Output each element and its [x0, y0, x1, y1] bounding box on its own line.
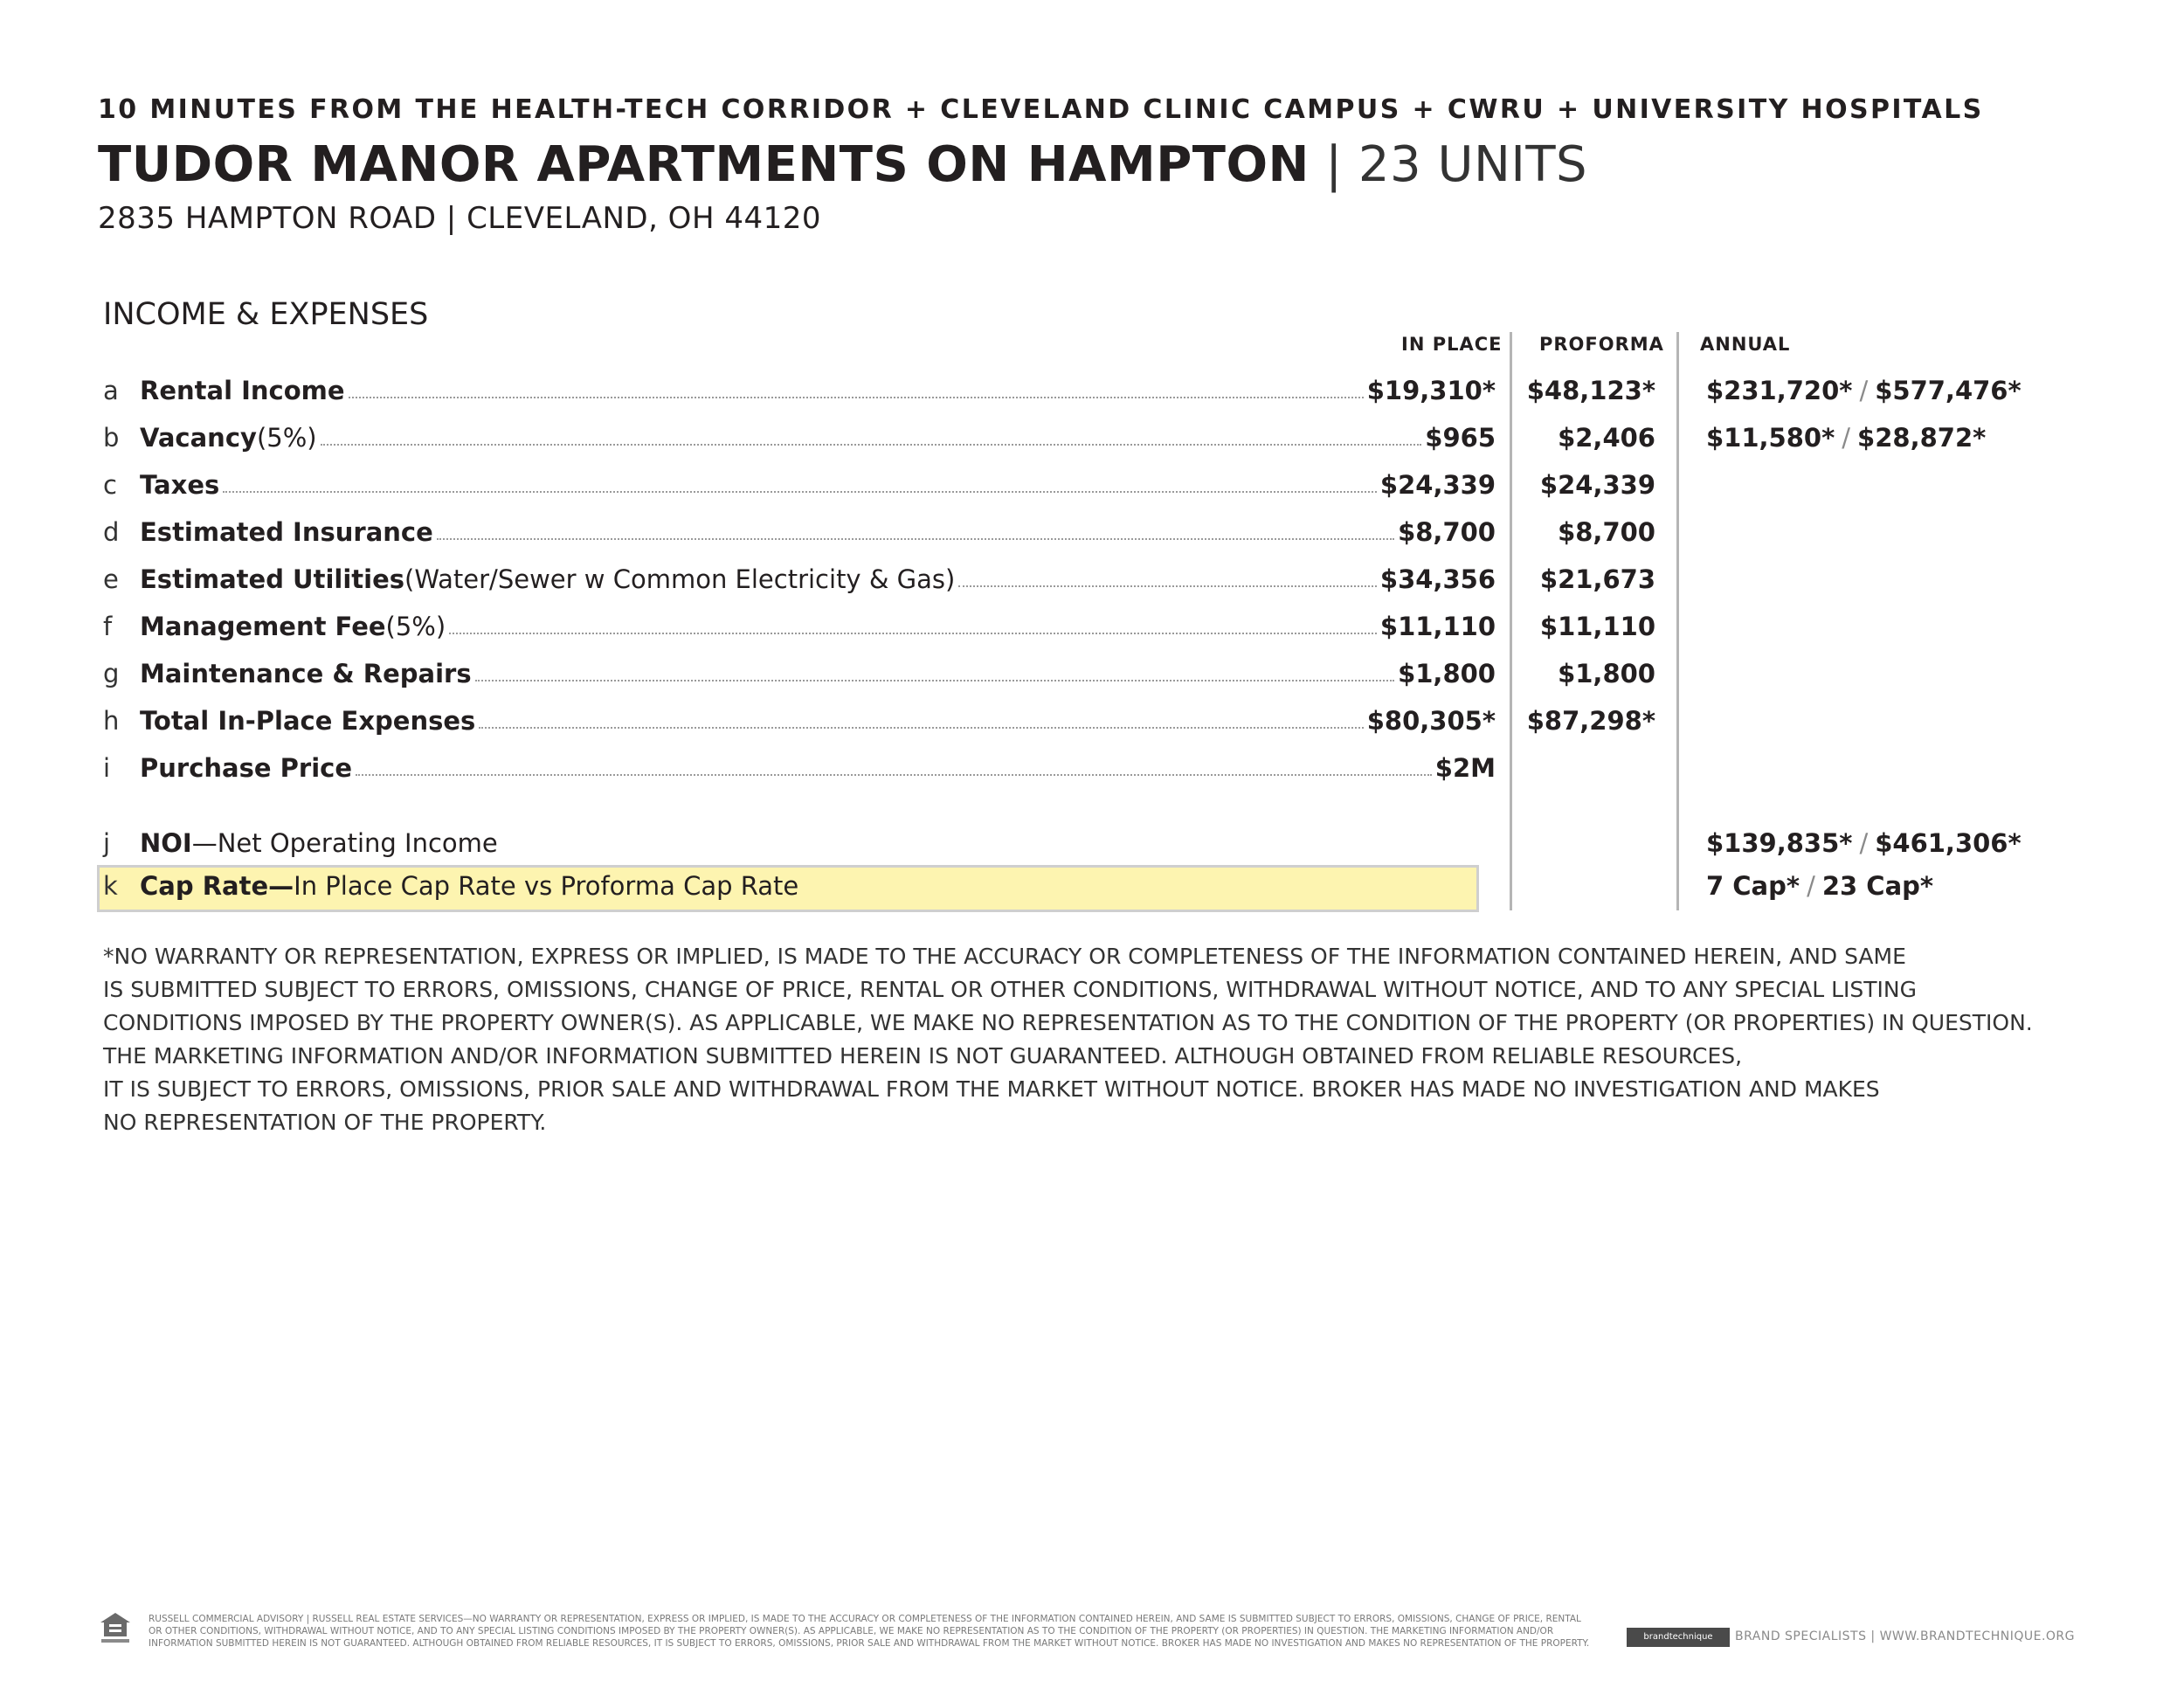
leader-dots: [356, 773, 1432, 776]
equal-housing-icon: [98, 1610, 133, 1645]
in-place-value: $24,339: [1379, 470, 1496, 500]
row-letter: k: [103, 871, 118, 901]
row-label-bold: Rental Income: [140, 376, 345, 405]
annual-proforma-value: $577,476*: [1875, 376, 2022, 405]
row-label: [140, 659, 1496, 688]
leader-dots: [479, 726, 1363, 729]
row-label: [140, 564, 1496, 594]
column-header-in-place: IN PLACE: [1401, 334, 1503, 355]
property-name: TUDOR MANOR APARTMENTS ON HAMPTON: [98, 136, 1310, 193]
proforma-value: $87,298*: [1526, 706, 1655, 736]
table-row: [98, 744, 1496, 792]
footnote-line: CONDITIONS IMPOSED BY THE PROPERTY OWNER(S). AS APPLICABLE, WE MAKE NO REPRESENTATION AS TO THE CONDITION OF THE PROPERTY (OR PROPERTIES) IN QUESTION.: [103, 1010, 2033, 1035]
row-label: [140, 612, 1496, 641]
leader-dots: [321, 443, 1422, 446]
footnote-line: THE MARKETING INFORMATION AND/OR INFORMATION SUBMITTED HEREIN IS NOT GUARANTEED. ALTHOUGH OBTAINED FROM RELIABLE RESOURCES,: [103, 1043, 1743, 1069]
row-label: [140, 753, 1496, 783]
annual-separator: /: [1859, 376, 1869, 405]
annual-value: [1706, 828, 2022, 858]
in-place-value: $34,356: [1379, 564, 1496, 594]
footer-disclaimer: RUSSELL COMMERCIAL ADVISORY | RUSSELL REAL ESTATE SERVICES—NO WARRANTY OR REPRESENTATION, EXPRESS OR IMPLIED, IS MADE TO THE ACCURACY OR COMPLETENESS OF THE INFORMATION CONTAINED HEREIN, AND SAME IS SUBMITTED SUBJECT TO ERRORS, OMISSIONS, CHANGE OF PRICE, RENTAL OR OTHER CONDITIONS, WITHDRAWAL WITHOUT NOTICE, AND TO ANY SPECIAL LISTING CONDITIONS IMPOSED BY THE PROPERTY OWNER(S). AS APPLICABLE, WE MAKE NO REPRESENTATION AS TO THE CONDITION OF THE PROPERTY (OR PROPERTIES) IN QUESTION. THE MARKETING INFORMATION AND/OR INFORMATION SUBMITTED HEREIN IS NOT GUARANTEED. ALTHOUGH OBTAINED FROM RELIABLE RESOURCES, IT IS SUBJECT TO ERRORS, OMISSIONS, PRIOR SALE AND WITHDRAWAL FROM THE MARKET WITHOUT NOTICE. BROKER HAS MADE NO INVESTIGATION AND MAKES NO REPRESENTATION OF THE PROPERTY.: [149, 1614, 1590, 1649]
row-label-bold: Estimated Insurance: [140, 517, 433, 547]
row-label-detail: —Net Operating Income: [191, 828, 498, 858]
row-label: [140, 423, 1496, 453]
column-header-proforma: PROFORMA: [1539, 334, 1664, 355]
row-letter: h: [103, 706, 120, 736]
footnote-line: NO REPRESENTATION OF THE PROPERTY.: [103, 1110, 547, 1135]
column-header-annual: ANNUAL: [1700, 334, 1791, 355]
table-row: [98, 650, 1496, 697]
annual-in-place-value: 7 Cap*: [1706, 871, 1800, 901]
row-label-detail: In Place Cap Rate vs Proforma Cap Rate: [294, 871, 799, 901]
proforma-value: $11,110: [1539, 612, 1655, 641]
in-place-value: $19,310*: [1366, 376, 1496, 405]
footnote-line: *NO WARRANTY OR REPRESENTATION, EXPRESS OR IMPLIED, IS MADE TO THE ACCURACY OR COMPLETENESS OF THE INFORMATION CONTAINED HEREIN, AND SAME: [103, 944, 1906, 969]
annual-value: [1706, 376, 2022, 405]
table-row: [98, 508, 1496, 556]
table-row: [98, 556, 1496, 603]
in-place-value: $8,700: [1398, 517, 1496, 547]
leader-dots: [449, 632, 1377, 634]
annual-separator: /: [1842, 423, 1851, 453]
row-letter: d: [103, 517, 120, 547]
brand-logo: brandtechnique: [1627, 1628, 1730, 1647]
annual-proforma-value: $28,872*: [1857, 423, 1987, 453]
in-place-value: $2M: [1434, 753, 1496, 783]
leader-dots: [437, 537, 1394, 540]
annual-in-place-value: $231,720*: [1706, 376, 1853, 405]
section-title: INCOME & EXPENSES: [103, 297, 429, 332]
row-label: [140, 470, 1496, 500]
annual-separator: /: [1859, 828, 1869, 858]
row-label-detail: (Water/Sewer w Common Electricity & Gas): [404, 564, 956, 594]
title-separator: |: [1309, 136, 1358, 193]
tagline: 10 MINUTES FROM THE HEALTH-TECH CORRIDOR + CLEVELAND CLINIC CAMPUS + CWRU + UNIVERSITY HOSPITALS: [98, 94, 1984, 125]
row-label-bold: Estimated Utilities: [140, 564, 405, 594]
annual-separator: /: [1807, 871, 1815, 901]
row-label: [140, 706, 1496, 736]
cap-rate-row: [98, 862, 1496, 910]
in-place-value: $965: [1425, 423, 1496, 453]
column-divider: [1676, 865, 1679, 910]
row-letter: a: [103, 376, 119, 405]
row-letter: j: [103, 828, 111, 858]
annual-value: [1706, 423, 1986, 453]
row-label: [140, 871, 1496, 901]
proforma-value: $24,339: [1539, 470, 1655, 500]
row-label-bold: Management Fee: [140, 612, 386, 641]
annual-proforma-value: $461,306*: [1875, 828, 2022, 858]
in-place-value: $11,110: [1379, 612, 1496, 641]
table-row: [98, 603, 1496, 650]
table-row: [98, 461, 1496, 508]
noi-row: [98, 820, 1496, 867]
annual-in-place-value: $11,580*: [1706, 423, 1835, 453]
row-letter: c: [103, 470, 117, 500]
disclaimer-footnote: [103, 940, 2112, 1139]
row-label-bold: Purchase Price: [140, 753, 352, 783]
row-label-bold: Total In-Place Expenses: [140, 706, 476, 736]
row-label: [140, 517, 1496, 547]
row-label: [140, 828, 1496, 858]
row-letter: g: [103, 659, 120, 688]
column-divider: [1676, 332, 1679, 909]
proforma-value: $2,406: [1558, 423, 1655, 453]
leader-dots: [475, 679, 1395, 681]
in-place-value: $1,800: [1398, 659, 1496, 688]
column-divider: [1510, 865, 1512, 910]
row-letter: e: [103, 564, 119, 594]
annual-value: [1706, 871, 1933, 901]
row-label-bold: Cap Rate—: [140, 871, 294, 901]
proforma-value: $48,123*: [1526, 376, 1655, 405]
row-label-bold: NOI: [140, 828, 192, 858]
annual-proforma-value: 23 Cap*: [1821, 871, 1934, 901]
in-place-value: $80,305*: [1366, 706, 1496, 736]
footnote-line: IS SUBMITTED SUBJECT TO ERRORS, OMISSIONS, CHANGE OF PRICE, RENTAL OR OTHER CONDITIONS, WITHDRAWAL WITHOUT NOTICE, AND TO ANY SPECIAL LISTING: [103, 977, 1917, 1002]
proforma-value: $8,700: [1558, 517, 1655, 547]
leader-dots: [223, 490, 1377, 493]
brand-link[interactable]: BRAND SPECIALISTS | WWW.BRANDTECHNIQUE.ORG: [1735, 1629, 2075, 1643]
row-label-detail: (5%): [256, 423, 317, 453]
row-letter: b: [103, 423, 120, 453]
proforma-value: $1,800: [1558, 659, 1655, 688]
page-title: [98, 136, 1587, 193]
row-label-detail: (5%): [385, 612, 446, 641]
unit-count: 23 UNITS: [1358, 136, 1588, 193]
table-row: [98, 414, 1496, 461]
row-label-bold: Maintenance & Repairs: [140, 659, 472, 688]
row-letter: i: [103, 753, 111, 783]
property-address: 2835 HAMPTON ROAD | CLEVELAND, OH 44120: [98, 201, 821, 236]
table-row: [98, 697, 1496, 744]
row-label-bold: Vacancy: [140, 423, 257, 453]
row-label: [140, 376, 1496, 405]
row-label-bold: Taxes: [140, 470, 220, 500]
leader-dots: [349, 396, 1364, 398]
leader-dots: [958, 585, 1377, 587]
proforma-value: $21,673: [1539, 564, 1655, 594]
row-letter: f: [103, 612, 113, 641]
table-row: [98, 367, 1496, 414]
footnote-line: IT IS SUBJECT TO ERRORS, OMISSIONS, PRIOR SALE AND WITHDRAWAL FROM THE MARKET WITHOUT NOTICE. BROKER HAS MADE NO INVESTIGATION AND MAKES: [103, 1076, 1880, 1102]
annual-in-place-value: $139,835*: [1706, 828, 1853, 858]
